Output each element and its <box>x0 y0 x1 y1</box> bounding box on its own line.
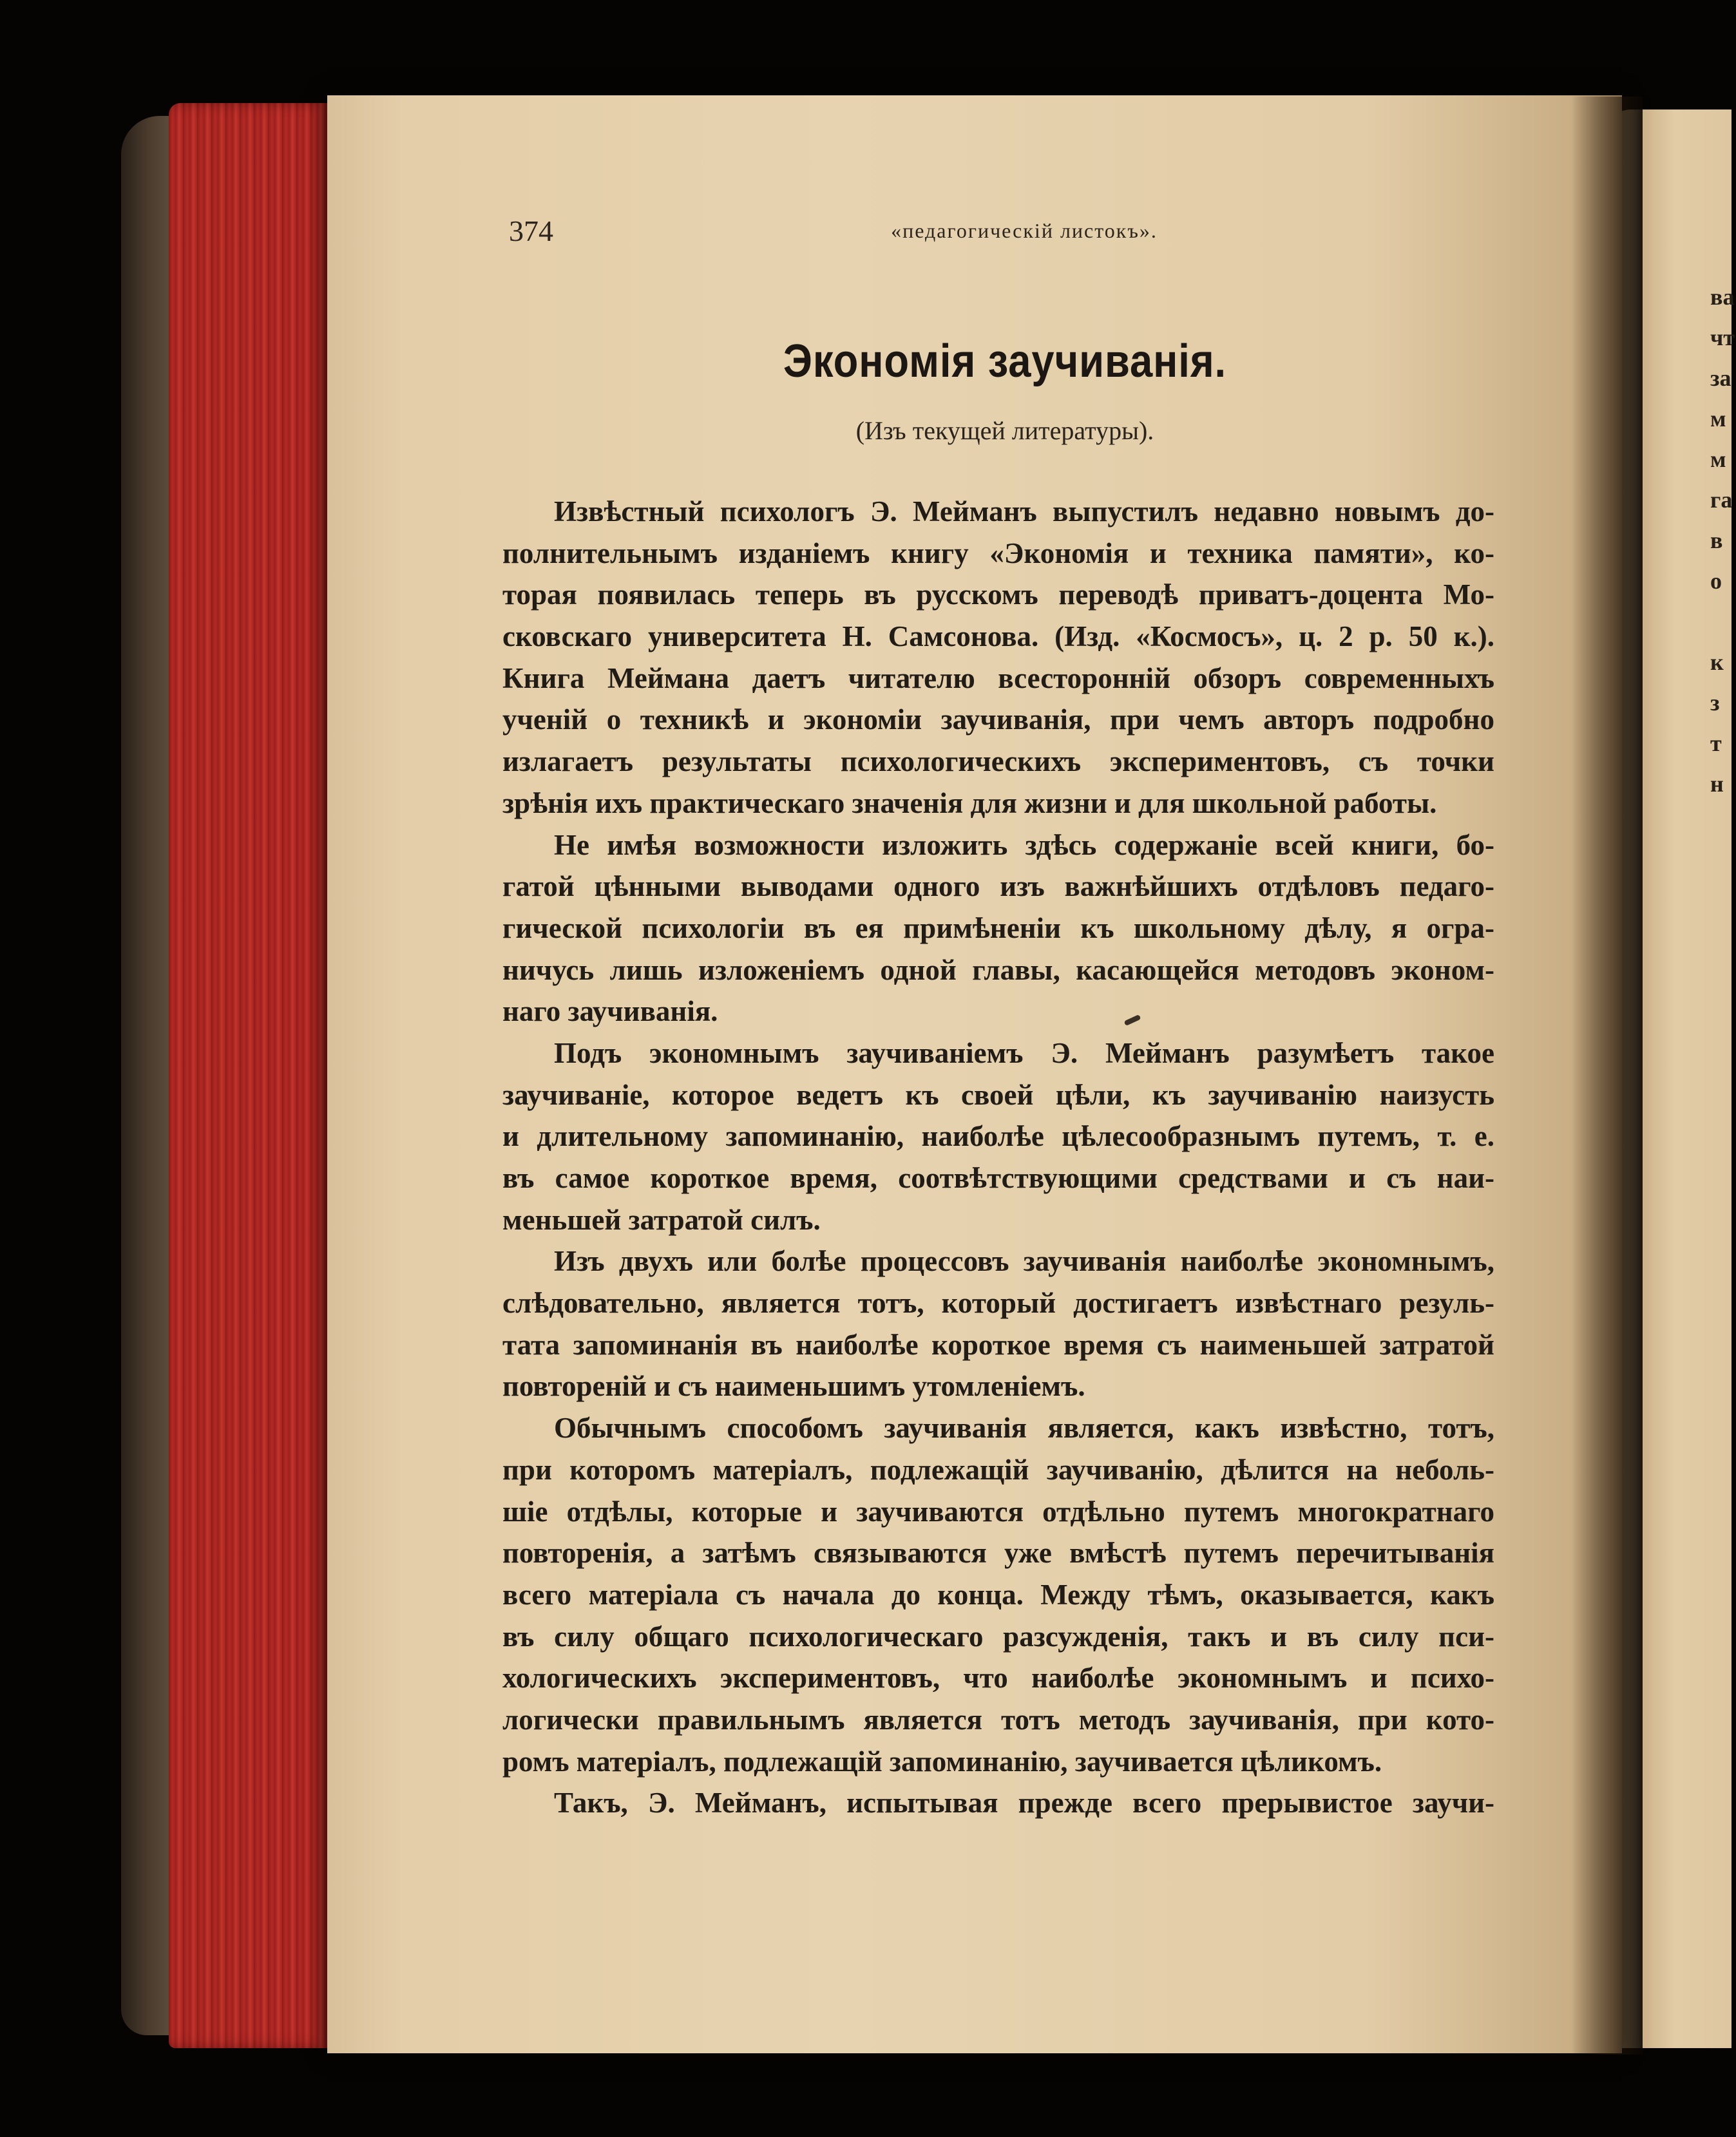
text-line: логически правильнымъ является тотъ методъ заучиванія, при кото- <box>502 1703 1494 1736</box>
next-page-fragment: чт <box>1710 325 1735 350</box>
page-number: 374 <box>509 214 553 247</box>
text-line: Обычнымъ способомъ заучиванія является, какъ извѣстно, тотъ, <box>554 1412 1494 1445</box>
next-page-fragment: н <box>1710 771 1724 797</box>
page-header <box>509 214 1507 252</box>
text-line: гической психологіи въ ея примѣненіи къ школьному дѣлу, я огра- <box>502 911 1494 944</box>
text-line: сковскаго университета Н. Самсонова. (Изд. «Космосъ», ц. 2 р. 50 к.). <box>502 620 1494 653</box>
text-line: въ самое короткое время, соотвѣтствующими средствами и съ наи- <box>502 1162 1494 1194</box>
next-page-fragment: в <box>1710 527 1723 553</box>
text-line: повтореній и съ наименьшимъ утомленіемъ. <box>502 1370 1085 1403</box>
text-line: въ силу общаго психологическаго разсужденія, такъ и въ силу пси- <box>502 1620 1494 1653</box>
text-line: Изъ двухъ или болѣе процессовъ заучиванія наиболѣе экономнымъ, <box>554 1245 1494 1278</box>
running-head: «педагогическій листокъ». <box>891 219 1158 242</box>
text-line: Подъ экономнымъ заучиваніемъ Э. Мейманъ разумѣетъ такое <box>554 1036 1494 1069</box>
text-line: торая появилась теперь въ русскомъ переводѣ приватъ-доцента Мо- <box>502 578 1494 611</box>
text-line: излагаетъ результаты психологическихъ экспериментовъ, съ точки <box>502 745 1494 778</box>
text-line: Книга Меймана даетъ читателю всесторонній обзоръ современныхъ <box>502 661 1494 694</box>
text-line: хологическихъ экспериментовъ, что наиболѣе экономнымъ и психо- <box>502 1662 1494 1695</box>
next-page-fragment: за <box>1710 365 1731 391</box>
text-line: повторенія, а затѣмъ связываются уже вмѣстѣ путемъ перечитыванія <box>502 1537 1494 1570</box>
next-page-fragment <box>1710 602 1736 642</box>
next-page-fragment: га <box>1710 487 1733 513</box>
next-page-fragment: з <box>1710 690 1720 716</box>
text-line: всего матеріала съ начала до конца. Между тѣмъ, оказывается, какъ <box>502 1578 1494 1611</box>
text-line: ученій о техникѣ и экономіи заучиванія, при чемъ авторъ подробно <box>502 703 1494 736</box>
next-page-fragment: ва <box>1710 284 1735 310</box>
next-page-fragment: т <box>1710 730 1722 756</box>
text-line: шіе отдѣлы, которые и заучиваются отдѣльно путемъ многократнаго <box>502 1495 1494 1528</box>
next-page-fragment: к <box>1710 649 1724 675</box>
text-line: Такъ, Э. Мейманъ, испытывая прежде всего прерывистое заучи- <box>554 1787 1494 1819</box>
next-page-fragment: м <box>1710 406 1726 432</box>
page-gutter-shadow <box>1572 97 1643 2055</box>
article-title: Экономія заучиванія. <box>783 336 1227 387</box>
text-line: меньшей затратой силъ. <box>502 1203 821 1236</box>
text-line: Не имѣя возможности изложить здѣсь содержаніе всей книги, бо- <box>554 828 1494 861</box>
text-line: тата запоминанія въ наиболѣе короткое время съ наименьшей затратой <box>502 1328 1494 1361</box>
article-body <box>502 491 1494 1824</box>
text-line: Извѣстный психологъ Э. Мейманъ выпустилъ недавно новымъ до- <box>554 495 1494 527</box>
text-line: ромъ матеріалъ, подлежащій запоминанію, заучивается цѣликомъ. <box>502 1745 1382 1778</box>
red-page-edges <box>169 103 330 2048</box>
text-line: и длительному запоминанію, наиболѣе цѣлесообразнымъ путемъ, т. е. <box>502 1120 1494 1153</box>
text-line: ничусь лишь изложеніемъ одной главы, касающейся методовъ эконом- <box>502 953 1494 986</box>
text-line: полнительнымъ изданіемъ книгу «Экономія и техника памяти», ко- <box>502 537 1494 569</box>
text-line: слѣдовательно, является тотъ, который достигаетъ извѣстнаго резуль- <box>502 1287 1494 1320</box>
text-line: при которомъ матеріалъ, подлежащій заучиванію, дѣлится на неболь- <box>502 1453 1494 1486</box>
next-page-fragment: о <box>1710 568 1722 594</box>
next-page-fragment: м <box>1710 446 1726 472</box>
text-line: зрѣнія ихъ практическаго значенія для жизни и для школьной работы. <box>502 786 1437 819</box>
text-line: гатой цѣнными выводами одного изъ важнѣйшихъ отдѣловъ педаго- <box>502 870 1494 903</box>
text-line: наго заучиванія. <box>502 995 718 1028</box>
article-subtitle: (Изъ текущей литературы). <box>855 416 1154 445</box>
next-page-text <box>1710 277 1736 804</box>
text-line: заучиваніе, которое ведетъ къ своей цѣли, къ заучиванію наизусть <box>502 1078 1494 1111</box>
